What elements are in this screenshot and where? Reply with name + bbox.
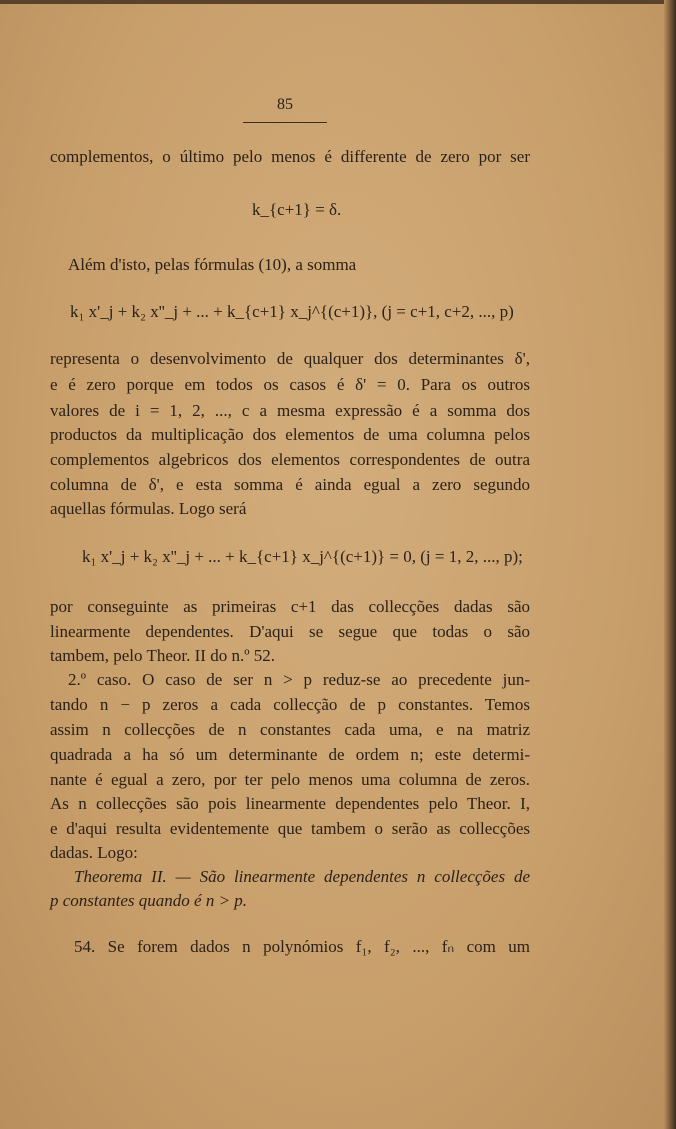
text-line-18: assim n collecções de n constantes cada uma, e na matriz bbox=[50, 720, 530, 739]
text-line-20: nante é egual a zero, por ter pelo menos uma columna de zeros. bbox=[50, 770, 530, 789]
theorem-line-2: p constantes quando é n > p. bbox=[50, 891, 248, 910]
text-line-23: dadas. Logo: bbox=[50, 843, 138, 862]
text-line-5: representa o desenvolvimento de qualquer dos determinantes δ', bbox=[50, 349, 530, 368]
text-line-13: por conseguinte as primeiras c+1 das collecções dadas são bbox=[50, 597, 530, 616]
text-line-3: Além d'isto, pelas fórmulas (10), a somma bbox=[68, 255, 357, 274]
header-rule bbox=[243, 122, 327, 123]
text-line-22: e d'aqui resulta evidentemente que tambem o serão as collecções bbox=[50, 819, 530, 838]
page-number: 85 bbox=[277, 96, 293, 113]
text-line-10: columna de δ', e esta somma é ainda egual a zero segundo bbox=[50, 475, 530, 494]
text-line-14: linearmente dependentes. D'aqui se segue que todas o são bbox=[50, 622, 530, 641]
text-line-6: e é zero porque em todos os casos é δ' = 0. Para os outros bbox=[50, 375, 530, 394]
text-line-19: quadrada a ha só um determinante de ordem n; este determi- bbox=[50, 745, 530, 764]
page-top-edge bbox=[0, 0, 676, 4]
text-line-8: productos da multiplicação dos elementos de uma columna pelos bbox=[50, 425, 530, 444]
page-right-edge bbox=[664, 0, 676, 1129]
text-line-16: 2.º caso. O caso de ser n > p reduz-se ao precedente jun- bbox=[68, 670, 530, 689]
text-line-21: As n collecções são pois linearmente dependentes pelo Theor. I, bbox=[50, 794, 530, 813]
equation-k-c-plus-1 bbox=[252, 200, 341, 220]
text-line-15: tambem, pelo Theor. II do n.º 52. bbox=[50, 646, 275, 665]
equation-zero: k₁ x'_j + k₂ x''_j + ... + k_{c+1} x_j^{(c+1)} = 0, (j = 1, 2, ..., p); bbox=[82, 547, 523, 566]
text-line-17: tando n − p zeros a cada collecção de p constantes. Temos bbox=[50, 695, 530, 714]
text-line-7: valores de i = 1, 2, ..., c a mesma expressão é a somma dos bbox=[50, 401, 530, 420]
equation-somma: k₁ x'_j + k₂ x''_j + ... + k_{c+1} x_j^{(c+1)}, (j = c+1, c+2, ..., p) bbox=[70, 302, 514, 321]
theorem-heading: Theorema II. — São linearmente dependentes n collecções de bbox=[74, 867, 530, 886]
text-line-9: complementos algebricos dos elementos correspondentes de outra bbox=[50, 450, 530, 469]
section-54-line: 54. Se forem dados n polynómios f₁, f₂, ..., fₙ com um bbox=[74, 937, 530, 956]
text-line-1: complementos, o último pelo menos é differente de zero por ser bbox=[50, 147, 530, 166]
text-line-11: aquellas fórmulas. Logo será bbox=[50, 499, 247, 518]
equation-text: k_{c+1} = δ. bbox=[252, 200, 342, 219]
